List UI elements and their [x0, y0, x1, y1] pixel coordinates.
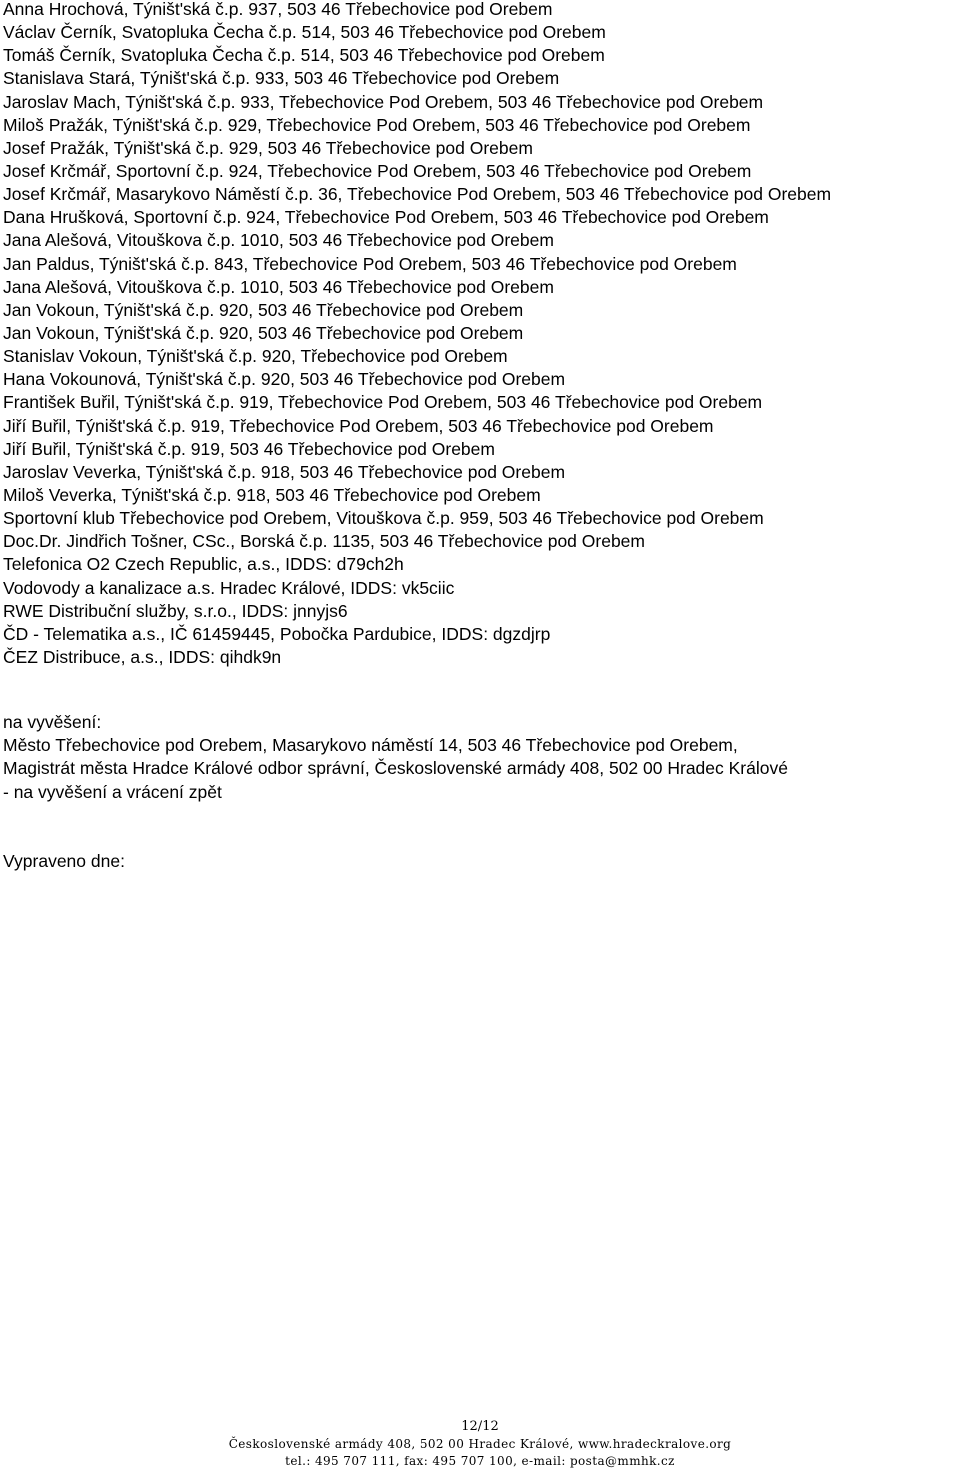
footer-contact: tel.: 495 707 111, fax: 495 707 100, e-mail: posta@mmhk.cz	[285, 1454, 675, 1468]
page-number: 12/12	[461, 1419, 499, 1434]
posting-heading: na vyvěšení:	[3, 712, 102, 732]
recipient-line: Jan Vokoun, Týništ'ská č.p. 920, 503 46 Třebechovice pod Orebem	[3, 299, 524, 320]
recipient-line: Jana Alešová, Vitouškova č.p. 1010, 503 46 Třebechovice pod Orebem	[3, 230, 554, 251]
recipient-line: ČEZ Distribuce, a.s., IDDS: qihdk9n	[3, 646, 282, 667]
recipient-line: Hana Vokounová, Týništ'ská č.p. 920, 503 46 Třebechovice pod Orebem	[3, 369, 566, 390]
recipient-line: František Buřil, Týništ'ská č.p. 919, Třebechovice Pod Orebem, 503 46 Třebechovice pod Orebem	[3, 392, 763, 413]
recipient-line: Dana Hrušková, Sportovní č.p. 924, Třebechovice Pod Orebem, 503 46 Třebechovice pod Orebem	[3, 207, 769, 228]
recipient-line: Vodovody a kanalizace a.s. Hradec Králové, IDDS: vk5ciic	[3, 577, 455, 598]
recipient-line: Miloš Veverka, Týništ'ská č.p. 918, 503 46 Třebechovice pod Orebem	[3, 484, 541, 505]
recipient-line: Jaroslav Veverka, Týništ'ská č.p. 918, 503 46 Třebechovice pod Orebem	[3, 461, 566, 482]
recipient-line: Jan Paldus, Týništ'ská č.p. 843, Třebechovice Pod Orebem, 503 46 Třebechovice pod Orebem	[3, 253, 737, 274]
recipient-line: RWE Distribuční služby, s.r.o., IDDS: jnnyjs6	[3, 600, 348, 621]
recipient-line: Josef Krčmář, Masarykovo Náměstí č.p. 36, Třebechovice Pod Orebem, 503 46 Třebechovice pod Orebem	[3, 184, 832, 205]
recipient-line: Jaroslav Mach, Týništ'ská č.p. 933, Třebechovice Pod Orebem, 503 46 Třebechovice pod Orebem	[3, 91, 764, 112]
posting-line: Město Třebechovice pod Orebem, Masarykovo náměstí 14, 503 46 Třebechovice pod Orebem,	[3, 735, 738, 756]
recipient-line: Miloš Pražák, Týništ'ská č.p. 929, Třebechovice Pod Orebem, 503 46 Třebechovice pod Orebem	[3, 114, 751, 135]
recipient-line: Josef Krčmář, Sportovní č.p. 924, Třebechovice Pod Orebem, 503 46 Třebechovice pod Orebem	[3, 160, 752, 181]
recipient-line: Doc.Dr. Jindřich Tošner, CSc., Borská č.p. 1135, 503 46 Třebechovice pod Orebem	[3, 531, 645, 552]
recipient-line: Jiří Buřil, Týništ'ská č.p. 919, Třebechovice Pod Orebem, 503 46 Třebechovice pod Orebem	[3, 415, 714, 436]
page-footer	[0, 1418, 960, 1470]
posting-section	[3, 711, 958, 804]
recipient-line: Jana Alešová, Vitouškova č.p. 1010, 503 46 Třebechovice pod Orebem	[3, 276, 554, 297]
recipient-line: Jiří Buřil, Týništ'ská č.p. 919, 503 46 Třebechovice pod Orebem	[3, 438, 495, 459]
sent-date-label: Vypraveno dne:	[3, 851, 125, 871]
footer-address: Československé armády 408, 502 00 Hradec Králové, www.hradeckralove.org	[228, 1437, 732, 1451]
recipient-line: Anna Hrochová, Týništ'ská č.p. 937, 503 46 Třebechovice pod Orebem	[3, 0, 553, 19]
recipient-line: Sportovní klub Třebechovice pod Orebem, Vitouškova č.p. 959, 503 46 Třebechovice pod Orebem	[3, 508, 764, 529]
recipient-line: Václav Černík, Svatopluka Čecha č.p. 514, 503 46 Třebechovice pod Orebem	[3, 22, 606, 43]
recipient-line: Jan Vokoun, Týništ'ská č.p. 920, 503 46 Třebechovice pod Orebem	[3, 322, 524, 343]
recipient-line: Tomáš Černík, Svatopluka Čecha č.p. 514, 503 46 Třebechovice pod Orebem	[3, 45, 605, 66]
recipient-line: Josef Pražák, Týništ'ská č.p. 929, 503 46 Třebechovice pod Orebem	[3, 137, 533, 158]
recipient-line: Telefonica O2 Czech Republic, a.s., IDDS: d79ch2h	[3, 554, 404, 575]
recipient-line: Stanislav Vokoun, Týništ'ská č.p. 920, Třebechovice pod Orebem	[3, 346, 508, 367]
posting-line: - na vyvěšení a vrácení zpět	[3, 781, 222, 802]
recipient-list	[3, 0, 958, 669]
recipient-line: ČD - Telematika a.s., IČ 61459445, Pobočka Pardubice, IDDS: dgzdjrp	[3, 623, 551, 644]
recipient-line: Stanislava Stará, Týništ'ská č.p. 933, 503 46 Třebechovice pod Orebem	[3, 68, 560, 89]
posting-line: Magistrát města Hradce Králové odbor správní, Československé armády 408, 502 00 Hradec Králové	[3, 758, 788, 779]
